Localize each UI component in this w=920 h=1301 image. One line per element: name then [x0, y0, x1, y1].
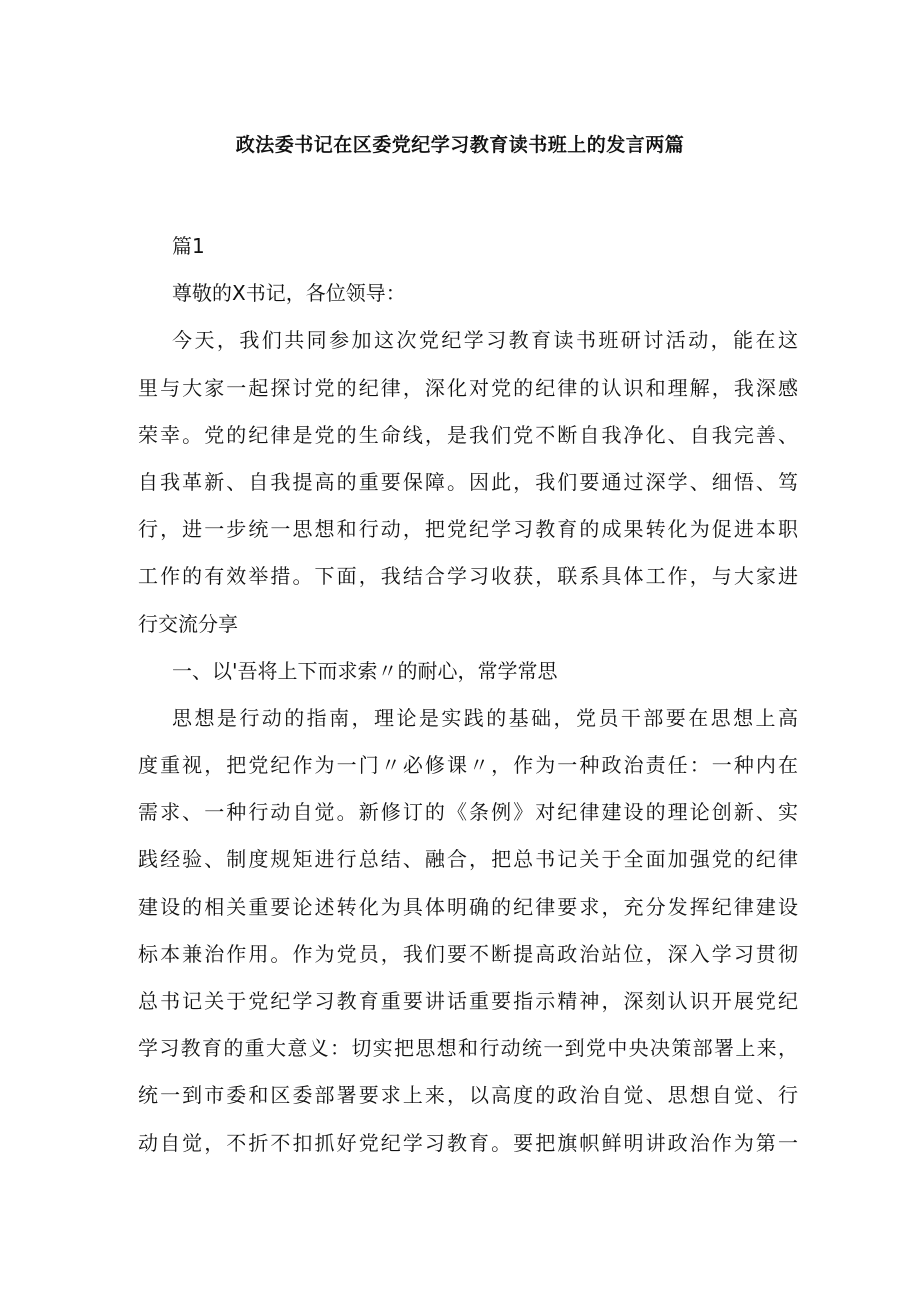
text-line: 工作的有效举措。下面，我结合学习收获，联系具体工作，与大家进: [138, 564, 798, 589]
text-line: 建设的相关重要论述转化为具体明确的纪律要求，充分发挥纪律建设: [138, 894, 798, 919]
document-body: [138, 223, 798, 1167]
text-line: 行，进一步统一思想和行动，把党纪学习教育的成果转化为促进本职: [138, 517, 798, 542]
text-line: 学习教育的重大意义：切实把思想和行动统一到党中央决策部署上来，: [138, 1036, 798, 1061]
text-line: 里与大家一起探讨党的纪律，深化对党的纪律的认识和理解，我深感: [138, 375, 798, 400]
document-title: 政法委书记在区委党纪学习教育读书班上的发言两篇: [235, 134, 685, 156]
text-line: 度重视，把党纪作为一门〃必修课〃，作为一种政治责任：一种内在: [138, 753, 798, 778]
text-line: 需求、一种行动自觉。新修订的《条例》对纪律建设的理论创新、实: [138, 800, 798, 825]
text-line: 行交流分享: [138, 611, 238, 636]
text-line: 践经验、制度规矩进行总结、融合，把总书记关于全面加强党的纪律: [138, 847, 798, 872]
text-line: 动自觉，不折不扣抓好党纪学习教育。要把旗帜鲜明讲政治作为第一: [138, 1130, 798, 1155]
text-line: 自我革新、自我提高的重要保障。因此，我们要通过深学、细悟、笃: [138, 469, 798, 494]
text-line: 荣幸。党的纪律是党的生命线，是我们党不断自我净化、自我完善、: [138, 422, 798, 447]
text-line: 一、以'吾将上下而求索〃的耐心，常学常思: [172, 658, 558, 683]
text-line: 今天，我们共同参加这次党纪学习教育读书班研讨活动，能在这: [172, 328, 798, 353]
text-line: 统一到市委和区委部署要求上来，以高度的政治自觉、思想自觉、行: [138, 1083, 798, 1108]
text-line: 思想是行动的指南，理论是实践的基础，党员干部要在思想上高: [172, 705, 798, 730]
text-line: 篇1: [172, 234, 205, 258]
text-line: 总书记关于党纪学习教育重要讲话重要指示精神，深刻认识开展党纪: [138, 989, 798, 1013]
text-line: 标本兼治作用。作为党员，我们要不断提高政治站位，深入学习贯彻: [138, 941, 798, 966]
text-line: 尊敬的X书记，各位领导：: [172, 281, 406, 306]
